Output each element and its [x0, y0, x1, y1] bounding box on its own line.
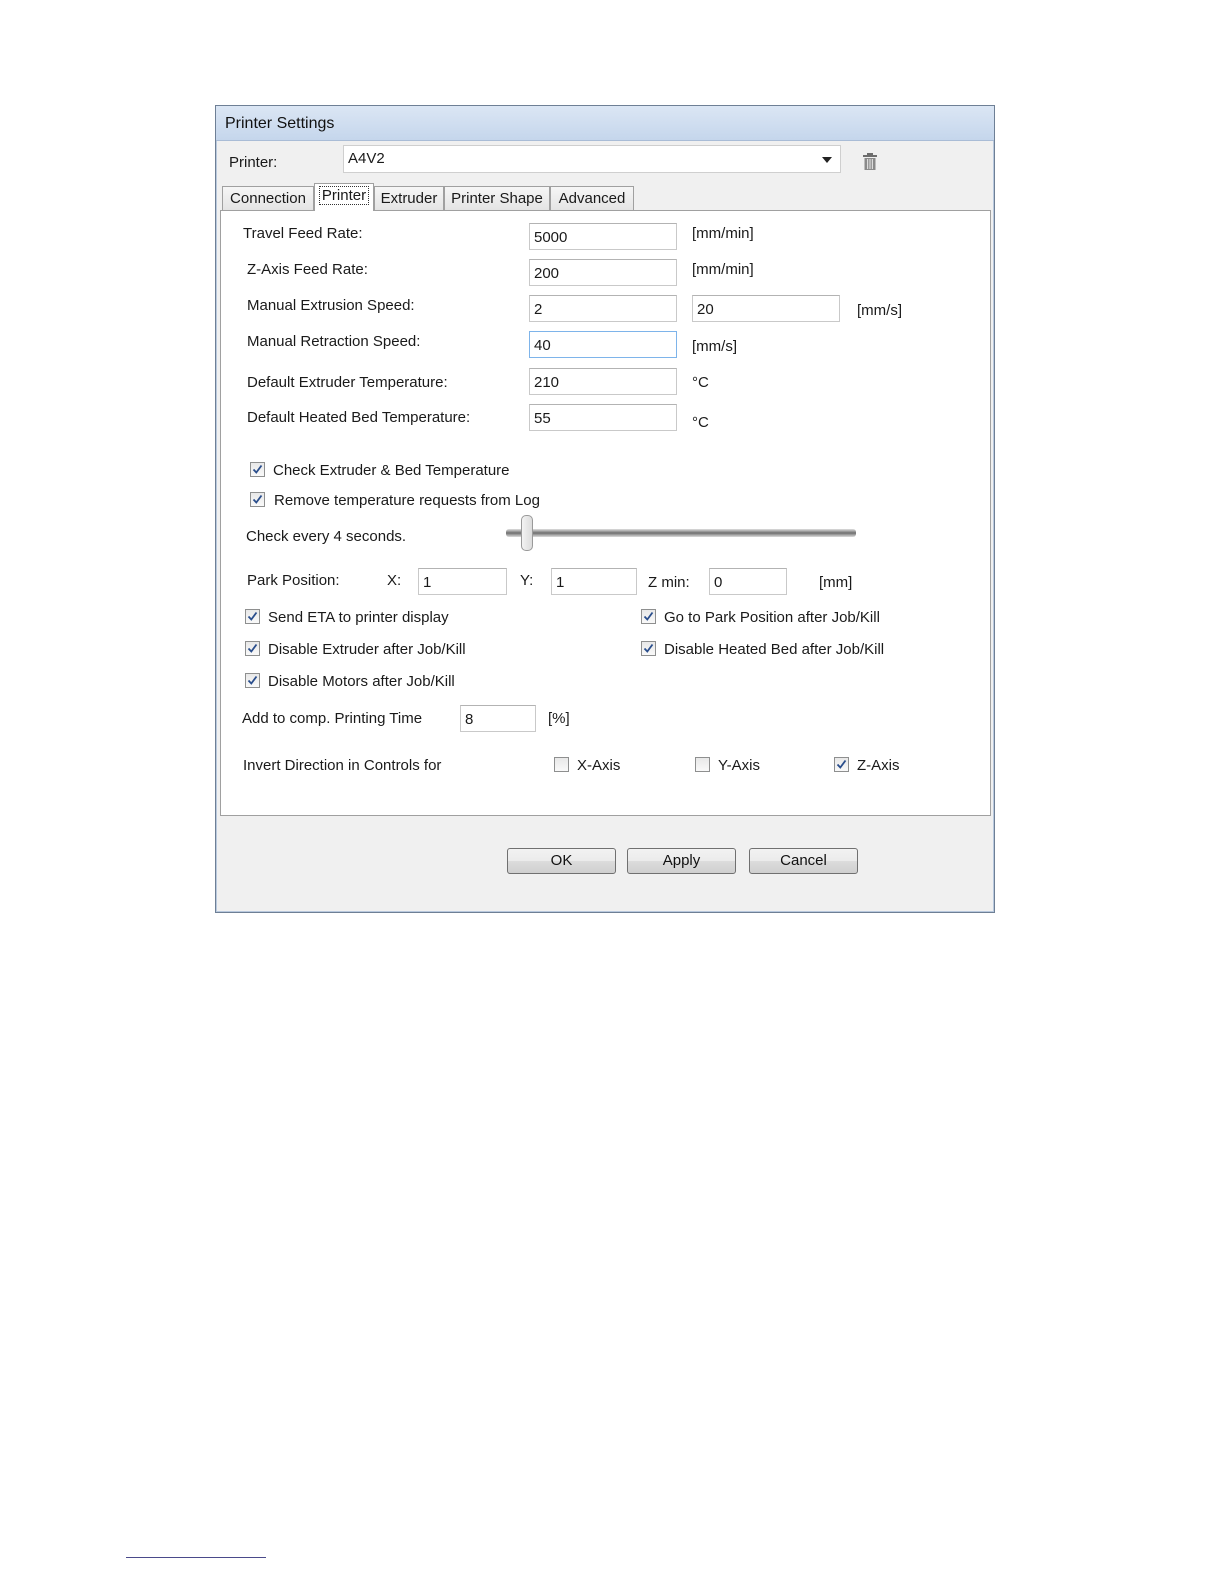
checkmark-icon	[252, 464, 263, 475]
travel-feed-rate-input[interactable]: 5000	[529, 223, 677, 250]
manual-extrusion-speed-unit: [mm/s]	[857, 302, 902, 319]
tab-advanced-label: Advanced	[558, 190, 626, 207]
checkmark-icon	[643, 643, 654, 654]
manual-extrusion-speed-max-input[interactable]: 20	[692, 295, 840, 322]
printing-time-input[interactable]: 8	[460, 705, 536, 732]
printer-settings-window	[215, 105, 995, 913]
tab-printer-label: Printer	[321, 187, 367, 204]
invert-y-label: Y-Axis	[718, 757, 760, 774]
manual-retraction-speed-unit: [mm/s]	[692, 338, 737, 355]
default-bed-temp-unit: °C	[692, 414, 709, 431]
invert-z-checkbox[interactable]	[834, 757, 849, 772]
check-interval-slider-track[interactable]	[506, 529, 856, 537]
check-interval-label: Check every 4 seconds.	[246, 528, 407, 545]
tab-extruder-label: Extruder	[380, 190, 438, 207]
z-axis-feed-rate-label: Z-Axis Feed Rate:	[247, 261, 368, 278]
park-unit: [mm]	[819, 574, 853, 591]
printer-select[interactable]	[343, 145, 841, 173]
title-bar[interactable]	[216, 106, 994, 141]
manual-extrusion-speed-min-input[interactable]: 2	[529, 295, 677, 322]
cancel-button[interactable]: Cancel	[749, 848, 858, 874]
travel-feed-rate-unit: [mm/min]	[692, 225, 754, 242]
goto-park-label: Go to Park Position after Job/Kill	[664, 609, 880, 626]
manual-extrusion-speed-label: Manual Extrusion Speed:	[247, 297, 415, 314]
checkmark-icon	[643, 611, 654, 622]
printer-select-value: A4V2	[348, 150, 385, 167]
park-z-input[interactable]: 0	[709, 568, 787, 595]
z-axis-feed-rate-input[interactable]: 200	[529, 259, 677, 286]
park-z-label: Z min:	[648, 574, 690, 591]
send-eta-label: Send ETA to printer display	[268, 609, 449, 626]
footnote-divider	[126, 1557, 266, 1558]
default-bed-temp-label: Default Heated Bed Temperature:	[247, 409, 471, 426]
window-title: Printer Settings	[225, 115, 335, 132]
default-bed-temp-input[interactable]: 55	[529, 404, 677, 431]
checkmark-icon	[247, 611, 258, 622]
check-temp-checkbox[interactable]	[250, 462, 265, 477]
tab-printer[interactable]	[314, 183, 374, 211]
send-eta-checkbox[interactable]	[245, 609, 260, 624]
manual-retraction-speed-label: Manual Retraction Speed:	[247, 333, 421, 350]
park-position-label: Park Position:	[247, 572, 340, 589]
trash-icon[interactable]	[862, 153, 878, 171]
printer-tab-panel	[220, 210, 991, 816]
checkmark-icon	[247, 643, 258, 654]
tab-extruder[interactable]	[374, 186, 444, 210]
disable-extruder-checkbox[interactable]	[245, 641, 260, 656]
park-y-input[interactable]: 1	[551, 568, 637, 595]
printer-label: Printer:	[229, 154, 278, 171]
chevron-down-icon[interactable]	[822, 157, 832, 163]
park-y-label: Y:	[520, 572, 534, 589]
tab-advanced[interactable]	[550, 186, 634, 210]
default-extruder-temp-input[interactable]: 210	[529, 368, 677, 395]
disable-motors-label: Disable Motors after Job/Kill	[268, 673, 455, 690]
disable-extruder-label: Disable Extruder after Job/Kill	[268, 641, 466, 658]
disable-motors-checkbox[interactable]	[245, 673, 260, 688]
check-interval-slider-thumb[interactable]	[521, 515, 533, 551]
remove-temp-requests-label: Remove temperature requests from Log	[274, 492, 540, 509]
checkmark-icon	[252, 494, 263, 505]
printing-time-unit: [%]	[548, 710, 570, 727]
manual-retraction-speed-input[interactable]: 40	[529, 331, 677, 358]
invert-z-label: Z-Axis	[857, 757, 900, 774]
disable-bed-checkbox[interactable]	[641, 641, 656, 656]
default-extruder-temp-label: Default Extruder Temperature:	[247, 374, 448, 391]
travel-feed-rate-label: Travel Feed Rate:	[243, 225, 363, 242]
invert-y-checkbox[interactable]	[695, 757, 710, 772]
default-extruder-temp-unit: °C	[692, 374, 709, 391]
checkmark-icon	[836, 759, 847, 770]
printing-time-label: Add to comp. Printing Time	[242, 710, 423, 727]
apply-button[interactable]: Apply	[627, 848, 736, 874]
check-temp-label: Check Extruder & Bed Temperature	[273, 462, 510, 479]
remove-temp-requests-checkbox[interactable]	[250, 492, 265, 507]
invert-x-checkbox[interactable]	[554, 757, 569, 772]
park-x-label: X:	[387, 572, 402, 589]
tab-printer-shape[interactable]	[444, 186, 550, 210]
invert-x-label: X-Axis	[577, 757, 621, 774]
tab-connection[interactable]	[222, 186, 314, 210]
checkmark-icon	[247, 675, 258, 686]
disable-bed-label: Disable Heated Bed after Job/Kill	[664, 641, 885, 658]
ok-button[interactable]: OK	[507, 848, 616, 874]
z-axis-feed-rate-unit: [mm/min]	[692, 261, 754, 278]
park-x-input[interactable]: 1	[418, 568, 507, 595]
invert-direction-label: Invert Direction in Controls for	[243, 757, 442, 774]
goto-park-checkbox[interactable]	[641, 609, 656, 624]
tab-connection-label: Connection	[230, 190, 306, 207]
tab-printer-shape-label: Printer Shape	[451, 190, 543, 207]
